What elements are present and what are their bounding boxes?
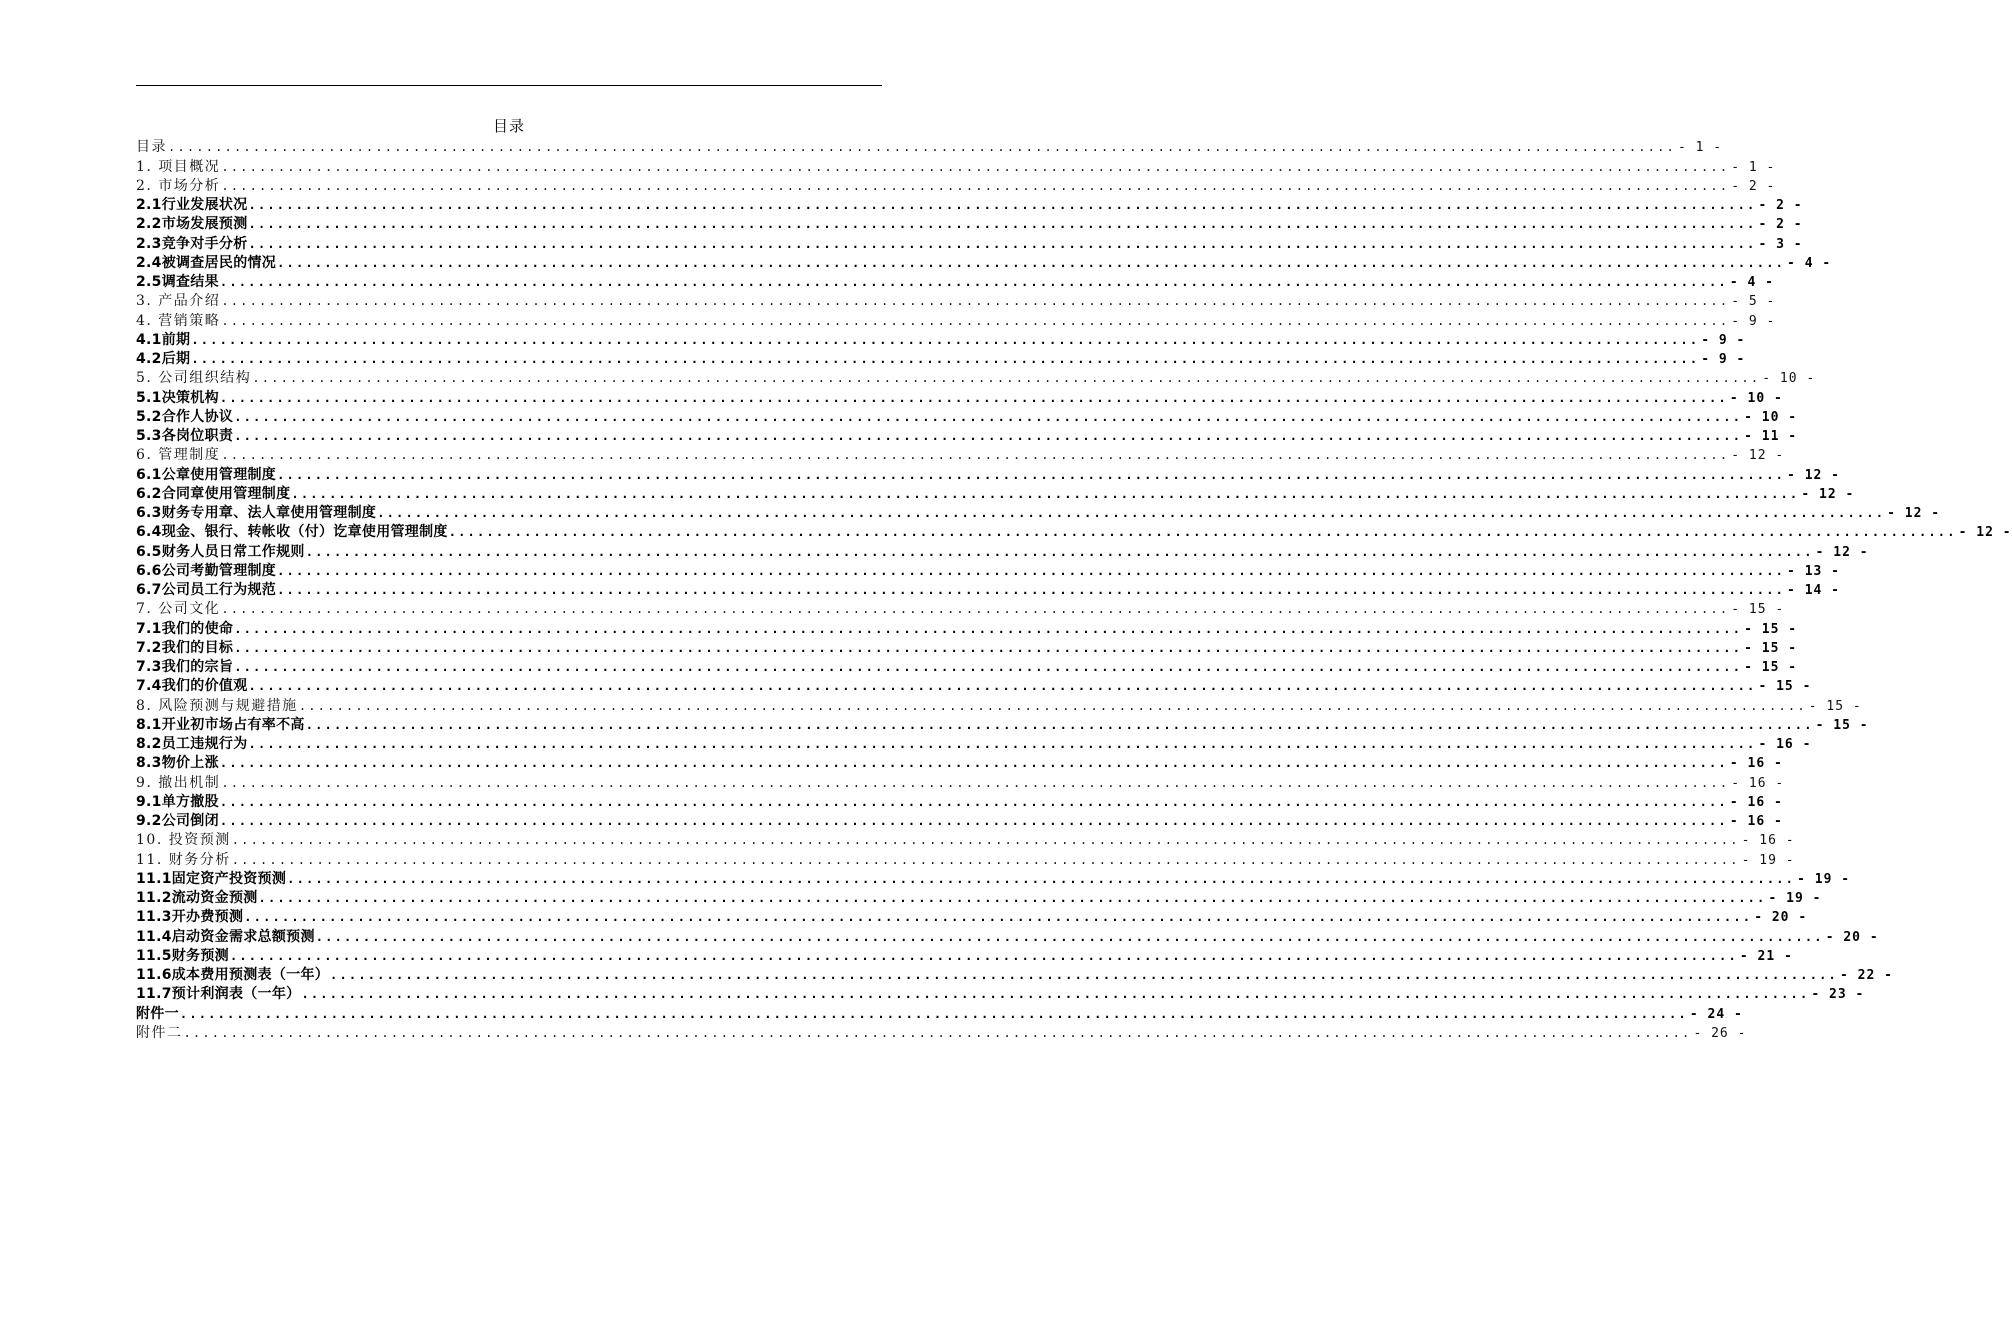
toc-entry[interactable]: [136, 291, 1776, 310]
toc-entry-page: - 12 -: [1731, 448, 1785, 464]
toc-leader-dots: ................................................................................................................................................................: [277, 255, 1786, 270]
toc-leader-dots: ................................................................................................................................................................: [330, 968, 1838, 982]
toc-entry[interactable]: [136, 214, 1803, 233]
toc-entry-text: 6.6公司考勤管理制度: [136, 562, 277, 579]
toc-entry[interactable]: [136, 734, 1812, 753]
toc-entry-text: 4.2后期: [136, 351, 191, 367]
toc-entry-text: 7.1我们的使命: [136, 620, 234, 637]
toc-entry-text: 2.5调查结果: [136, 274, 219, 290]
toc-entry-page: - 12 -: [1787, 467, 1841, 483]
toc-entry[interactable]: [136, 772, 1785, 791]
toc-entry-text: 11. 财务分析: [136, 851, 231, 868]
toc-entry-page: - 26 -: [1693, 1025, 1747, 1041]
toc-leader-dots: ................................................................................................................................................................: [248, 737, 1757, 751]
toc-leader-dots: ................................................................................................................................................................: [229, 948, 1738, 963]
toc-entry-page: - 21 -: [1739, 948, 1793, 964]
toc-entry-text: 目录: [136, 139, 167, 156]
toc-entry[interactable]: [136, 464, 1841, 483]
toc-entry-text: 9.1单方撤股: [136, 793, 219, 810]
toc-entry-text: 5.1决策机构: [136, 389, 219, 406]
toc-entry[interactable]: [136, 1003, 1743, 1022]
toc-entry-page: - 4 -: [1729, 275, 1774, 290]
toc-entry[interactable]: [136, 849, 1795, 868]
toc-leader-dots: ................................................................................................................................................................: [231, 833, 1740, 848]
toc-entry-text: 附件一: [136, 1005, 179, 1022]
toc-entry-text: 9.2公司倒闭: [136, 813, 219, 829]
toc-leader-dots: ................................................................................................................................................................: [234, 429, 1743, 443]
toc-entry[interactable]: [136, 349, 1746, 368]
toc-entry-page: - 1 -: [1731, 159, 1776, 175]
toc-entry-text: 11.2流动资金预测: [136, 890, 258, 906]
toc-title: 目录: [492, 117, 525, 135]
toc-leader-dots: ................................................................................................................................................................: [221, 448, 1730, 463]
toc-leader-dots: ................................................................................................................................................................: [277, 467, 1786, 482]
toc-entry-page: - 12 -: [1815, 544, 1869, 560]
toc-entry-page: - 9 -: [1701, 332, 1746, 348]
toc-entry-page: - 16 -: [1758, 737, 1812, 752]
toc-leader-dots: ................................................................................................................................................................: [291, 486, 1800, 501]
toc-entry-page: - 15 -: [1744, 660, 1798, 675]
toc-leader-dots: ................................................................................................................................................................: [219, 794, 1728, 809]
toc-entry-text: 5. 公司组织结构: [136, 370, 252, 387]
toc-entry-text: 8.1开业初市场占有率不高: [136, 716, 305, 733]
toc-leader-dots: ................................................................................................................................................................: [221, 294, 1730, 309]
toc-entry[interactable]: [136, 830, 1795, 849]
toc-entry[interactable]: [136, 233, 1803, 252]
toc-entry-text: 8.2员工违规行为: [136, 736, 248, 752]
toc-entry-page: - 15 -: [1808, 698, 1862, 714]
toc-entry-text: 2.1行业发展状况: [136, 197, 248, 213]
toc-entry-text: 9. 撤出机制: [136, 774, 221, 791]
toc-entry-text: 10. 投资预测: [136, 832, 231, 849]
toc-entry[interactable]: [136, 426, 1798, 445]
toc-entry-page: - 16 -: [1729, 794, 1783, 810]
toc-entry-page: - 24 -: [1689, 1006, 1743, 1022]
toc-entry-text: 2.2市场发展预测: [136, 216, 248, 233]
toc-entry-text: 附件二: [136, 1024, 183, 1041]
toc-entry[interactable]: [136, 272, 1774, 291]
toc-entry-text: 7.3我们的宗旨: [136, 659, 234, 675]
toc-entry[interactable]: [136, 484, 1855, 503]
toc-leader-dots: ................................................................................................................................................................: [219, 390, 1728, 405]
toc-leader-dots: ................................................................................................................................................................: [448, 525, 1957, 540]
toc-entry-page: - 23 -: [1811, 987, 1865, 1003]
toc-entry-page: - 2 -: [1758, 217, 1803, 233]
toc-leader-dots: ................................................................................................................................................................: [244, 910, 1753, 925]
toc-entry-text: 8. 风险预测与规避措施: [136, 697, 298, 714]
toc-entry-text: 11.6成本费用预测表（一年）: [136, 967, 330, 983]
toc-entry-page: - 15 -: [1815, 717, 1869, 733]
toc-entry-page: - 11 -: [1744, 429, 1798, 444]
toc-leader-dots: ................................................................................................................................................................: [234, 621, 1743, 636]
toc-entry-text: 11.3开办费预测: [136, 909, 244, 926]
toc-entry[interactable]: [136, 638, 1798, 657]
toc-entry-text: 6.7公司员工行为规范: [136, 582, 277, 598]
toc-leader-dots: ................................................................................................................................................................: [219, 756, 1728, 771]
toc-entry-page: - 13 -: [1787, 563, 1841, 579]
toc-entry[interactable]: [136, 176, 1776, 195]
toc-entry[interactable]: [136, 522, 2012, 541]
toc-entry-text: 6.2合同章使用管理制度: [136, 485, 291, 502]
toc-entry-page: - 15 -: [1731, 602, 1785, 618]
toc-entry-page: - 20 -: [1754, 910, 1808, 926]
toc-leader-dots: ................................................................................................................................................................: [221, 159, 1730, 174]
toc-entry[interactable]: [136, 792, 1783, 811]
toc-entry-text: 5.3各岗位职责: [136, 428, 234, 444]
toc-entry[interactable]: [136, 599, 1785, 618]
toc-leader-dots: ................................................................................................................................................................: [221, 313, 1730, 328]
toc-entry-page: - 15 -: [1744, 640, 1798, 656]
toc-leader-dots: ................................................................................................................................................................: [168, 140, 1676, 155]
toc-entry-text: 6.5财务人员日常工作规则: [136, 543, 305, 560]
toc-entry-text: 4. 营销策略: [136, 312, 221, 329]
toc-entry[interactable]: [136, 561, 1841, 580]
toc-entry-page: - 15 -: [1758, 679, 1812, 695]
toc-leader-dots: ................................................................................................................................................................: [298, 698, 1807, 713]
toc-entry-page: - 2 -: [1731, 178, 1776, 194]
toc-entry-text: 7.4我们的价值观: [136, 678, 248, 695]
header-rule: [136, 85, 882, 86]
toc-entry[interactable]: [136, 657, 1798, 676]
toc-entry[interactable]: [136, 368, 1816, 387]
toc-entry[interactable]: [136, 618, 1798, 637]
toc-entry-text: 6.1公章使用管理制度: [136, 466, 277, 483]
toc-entry[interactable]: [136, 946, 1793, 965]
toc-entry-page: - 19 -: [1797, 871, 1851, 887]
toc-entry-text: 3. 产品介绍: [136, 293, 221, 310]
toc-leader-dots: ................................................................................................................................................................: [231, 852, 1740, 867]
toc-entry-text: 6. 管理制度: [136, 447, 221, 464]
toc-entry-page: - 12 -: [1958, 525, 2012, 541]
toc-entry[interactable]: [136, 156, 1776, 175]
toc-entry-text: 7. 公司文化: [136, 601, 221, 618]
toc-entry-page: - 15 -: [1744, 621, 1798, 637]
toc-entry-page: - 5 -: [1731, 294, 1776, 310]
toc-entry-text: 4.1前期: [136, 331, 191, 348]
toc-entry[interactable]: [136, 503, 1941, 522]
toc-entry[interactable]: [136, 926, 1879, 945]
toc-entry-page: - 12 -: [1887, 506, 1941, 521]
toc-leader-dots: ................................................................................................................................................................: [179, 1006, 1688, 1021]
toc-leader-dots: ................................................................................................................................................................: [248, 198, 1757, 212]
toc-entry-text: 11.4启动资金需求总额预测: [136, 928, 315, 945]
toc-entry[interactable]: [136, 753, 1783, 772]
toc-leader-dots: ................................................................................................................................................................: [234, 640, 1743, 655]
toc-entry[interactable]: [136, 869, 1851, 888]
toc-leader-dots: ................................................................................................................................................................: [377, 506, 1886, 520]
toc-leader-dots: ................................................................................................................................................................: [301, 987, 1810, 1002]
toc-leader-dots: ................................................................................................................................................................: [315, 929, 1824, 944]
toc-entry-page: - 10 -: [1762, 371, 1816, 387]
toc-entry-page: - 16 -: [1731, 775, 1785, 791]
toc-entry-page: - 16 -: [1741, 833, 1795, 849]
toc-entry[interactable]: [136, 695, 1862, 714]
toc-entry-page: - 1 -: [1677, 140, 1723, 156]
toc-leader-dots: ................................................................................................................................................................: [234, 660, 1743, 674]
toc-leader-dots: ................................................................................................................................................................: [219, 814, 1728, 828]
toc-leader-dots: ................................................................................................................................................................: [191, 352, 1700, 366]
toc-entry-page: - 9 -: [1701, 352, 1746, 367]
toc-entry-text: 6.4现金、银行、转帐收（付）讫章使用管理制度: [136, 524, 448, 541]
toc-leader-dots: ................................................................................................................................................................: [252, 371, 1761, 386]
toc-leader-dots: ................................................................................................................................................................: [234, 409, 1743, 424]
toc-leader-dots: ................................................................................................................................................................: [248, 217, 1757, 232]
toc-entry-page: - 19 -: [1741, 852, 1795, 868]
toc-entry-text: 7.2我们的目标: [136, 639, 234, 656]
toc-leader-dots: ................................................................................................................................................................: [248, 679, 1757, 694]
toc-entry[interactable]: [136, 407, 1798, 426]
toc-entry-text: 11.7预计利润表（一年）: [136, 986, 301, 1003]
toc-entry-text: 1. 项目概况: [136, 158, 221, 175]
toc-leader-dots: ................................................................................................................................................................: [258, 891, 1767, 905]
toc-entry-page: - 3 -: [1758, 236, 1803, 252]
toc-entry[interactable]: [136, 445, 1785, 464]
toc-leader-dots: ................................................................................................................................................................: [221, 775, 1730, 790]
toc-entry-page: - 16 -: [1729, 756, 1783, 772]
toc-entry[interactable]: [136, 888, 1822, 907]
toc-entry[interactable]: [136, 965, 1893, 984]
toc-entry-text: 6.3财务专用章、法人章使用管理制度: [136, 505, 377, 521]
toc-entry-page: - 20 -: [1825, 929, 1879, 945]
toc-entry-text: 2.3竞争对手分析: [136, 235, 248, 252]
toc-entry[interactable]: [136, 1023, 1747, 1042]
toc-entry-page: - 22 -: [1839, 968, 1893, 983]
toc-leader-dots: ................................................................................................................................................................: [221, 178, 1730, 193]
toc-list: [136, 137, 2012, 1042]
toc-entry[interactable]: [136, 984, 1865, 1003]
toc-entry-page: - 9 -: [1731, 313, 1776, 329]
toc-leader-dots: ................................................................................................................................................................: [277, 563, 1786, 578]
toc-entry[interactable]: [136, 541, 1869, 560]
toc-entry-text: 2.4被调查居民的情况: [136, 254, 277, 271]
toc-leader-dots: ................................................................................................................................................................: [183, 1025, 1692, 1040]
toc-entry[interactable]: [136, 811, 1783, 830]
toc-entry[interactable]: [136, 195, 1803, 214]
toc-leader-dots: ................................................................................................................................................................: [248, 236, 1757, 251]
toc-entry-page: - 10 -: [1729, 390, 1783, 406]
toc-entry-page: - 14 -: [1787, 583, 1841, 598]
toc-entry[interactable]: [136, 330, 1746, 349]
toc-leader-dots: ................................................................................................................................................................: [221, 602, 1730, 617]
toc-entry-page: - 10 -: [1744, 409, 1798, 425]
toc-entry-page: - 4 -: [1787, 255, 1832, 271]
toc-entry-page: - 16 -: [1729, 814, 1783, 829]
toc-leader-dots: ................................................................................................................................................................: [277, 583, 1786, 597]
toc-leader-dots: ................................................................................................................................................................: [219, 275, 1728, 289]
toc-entry[interactable]: [136, 676, 1812, 695]
toc-entry-text: 2. 市场分析: [136, 177, 221, 194]
toc-entry-page: - 2 -: [1758, 198, 1803, 213]
toc-entry[interactable]: [136, 137, 1723, 156]
toc-entry-text: 11.5财务预测: [136, 947, 229, 964]
toc-entry-text: 5.2合作人协议: [136, 408, 234, 425]
toc-leader-dots: ................................................................................................................................................................: [305, 544, 1814, 559]
toc-leader-dots: ................................................................................................................................................................: [287, 871, 1796, 886]
toc-entry[interactable]: [136, 580, 1841, 599]
toc-entry-page: - 19 -: [1768, 891, 1822, 906]
toc-entry-text: 8.3物价上涨: [136, 755, 219, 772]
toc-entry[interactable]: [136, 715, 1869, 734]
toc-leader-dots: ................................................................................................................................................................: [191, 332, 1700, 347]
toc-entry[interactable]: [136, 907, 1808, 926]
toc-entry[interactable]: [136, 253, 1832, 272]
toc-entry[interactable]: [136, 387, 1783, 406]
toc-leader-dots: ................................................................................................................................................................: [305, 717, 1814, 732]
toc-entry-text: 11.1固定资产投资预测: [136, 870, 287, 887]
toc-entry-page: - 12 -: [1801, 486, 1855, 502]
toc-entry[interactable]: [136, 310, 1776, 329]
